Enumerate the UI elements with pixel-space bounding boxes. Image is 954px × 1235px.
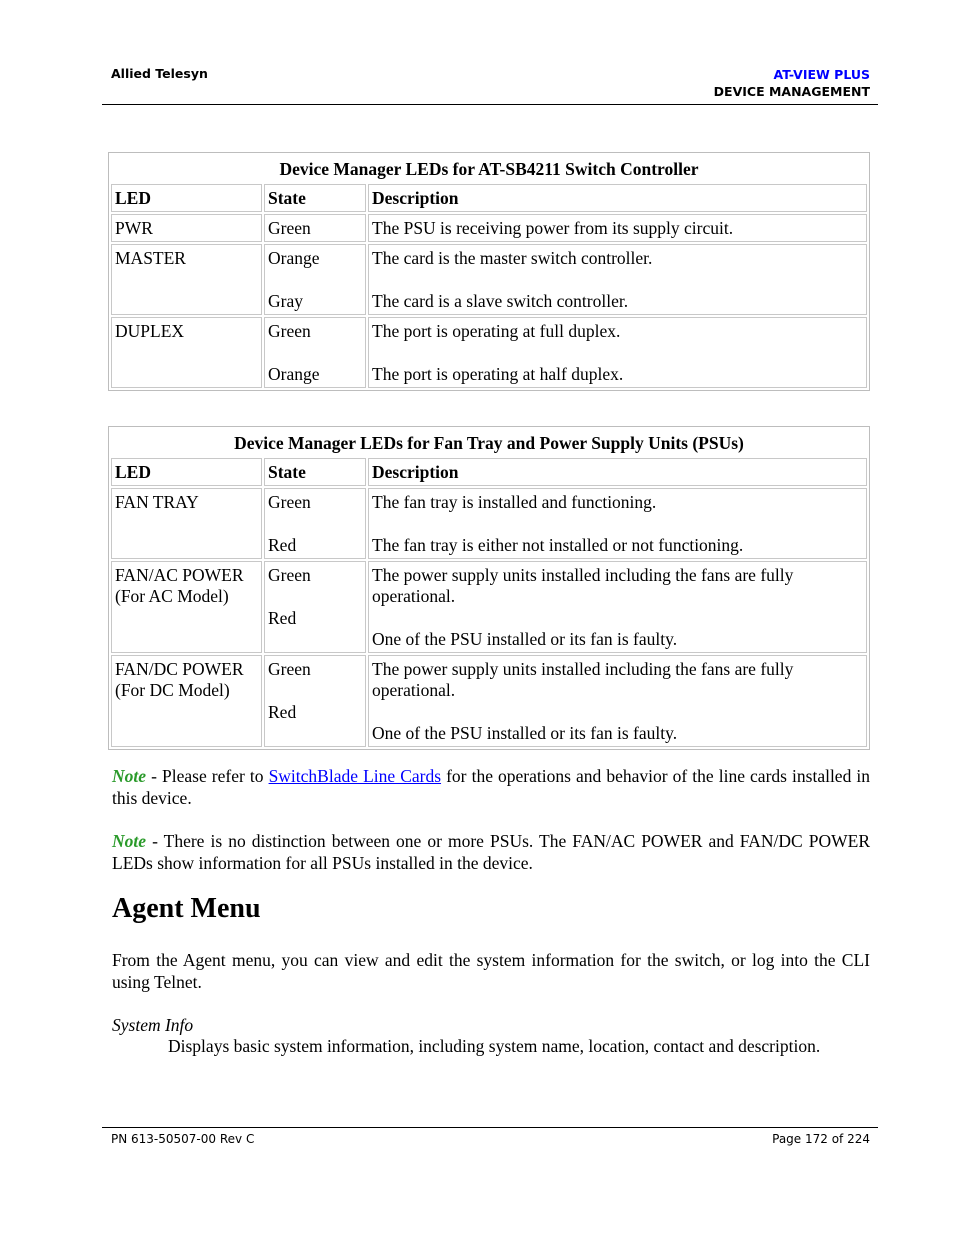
note-text: - Please refer to [146, 766, 269, 786]
column-header-state: State [264, 458, 366, 486]
led-name: FAN TRAY [111, 488, 262, 559]
section-heading: Agent Menu [112, 893, 261, 924]
led-state: Green [268, 492, 311, 512]
footer-page-number: Page 172 of 224 [772, 1132, 870, 1146]
led-state: Green [268, 565, 311, 585]
column-header-led: LED [111, 184, 262, 212]
led-description: The port is operating at half duplex. [372, 364, 624, 384]
column-header-state: State [264, 184, 366, 212]
header-right [714, 66, 870, 100]
led-state-cell [264, 244, 366, 315]
led-description-cell [368, 317, 867, 388]
led-state: Red [268, 535, 297, 555]
page-footer [102, 1127, 878, 1146]
agent-intro: From the Agent menu, you can view and edit the system information for the switch, or log into the CLI using Telnet. [112, 950, 870, 992]
menu-term: System Info [112, 1015, 194, 1035]
column-header-description: Description [368, 184, 867, 212]
led-description: The PSU is receiving power from its supply circuit. [368, 214, 867, 242]
note-label: Note [112, 831, 147, 851]
led-description: The card is a slave switch controller. [372, 291, 629, 311]
table-row [111, 214, 867, 242]
led-model: (For AC Model) [115, 586, 229, 606]
table-row [111, 488, 867, 559]
table-caption: Device Manager LEDs for Fan Tray and Power Supply Units (PSUs) [234, 433, 744, 453]
table-row [111, 317, 867, 388]
note-text: for the operations and behavior of the line cards installed in this device. [112, 766, 871, 808]
led-state: Green [268, 659, 311, 679]
note-psus [112, 831, 870, 874]
note-text: - There is no distinction between one or more PSUs. The FAN/AC POWER and FAN/DC POWER LEDs show information for all PSUs installed in the device. [112, 831, 870, 873]
led-model: (For DC Model) [115, 680, 230, 700]
led-description: The port is operating at full duplex. [372, 321, 621, 341]
menu-definition: Displays basic system information, including system name, location, contact and description. [168, 1036, 821, 1056]
led-name-cell [111, 655, 262, 747]
table-switch-controller-leds [108, 152, 870, 391]
led-state: Gray [268, 291, 303, 311]
header-section: DEVICE MANAGEMENT [713, 84, 870, 99]
led-state: Green [264, 214, 366, 242]
led-state: Orange [268, 248, 320, 268]
page-header [102, 62, 878, 105]
column-header-led: LED [111, 458, 262, 486]
led-description: The power supply units installed including the fans are fully operational. [372, 659, 794, 700]
led-state: Orange [268, 364, 320, 384]
table-row [111, 244, 867, 315]
led-description: One of the PSU installed or its fan is faulty. [372, 629, 678, 649]
led-description: The fan tray is installed and functioning. [372, 492, 657, 512]
table-caption: Device Manager LEDs for AT-SB4211 Switch Controller [279, 159, 699, 179]
led-name: FAN/AC POWER [115, 565, 244, 585]
footer-part-number: PN 613-50507-00 Rev C [111, 1132, 255, 1146]
led-state: Green [268, 321, 311, 341]
led-state: Red [268, 608, 297, 628]
led-state-cell [264, 655, 366, 747]
led-name: MASTER [111, 244, 262, 315]
led-name-cell [111, 561, 262, 653]
header-company: Allied Telesyn [111, 66, 208, 81]
led-description-cell [368, 561, 867, 653]
led-state-cell [264, 488, 366, 559]
led-state: Red [268, 702, 297, 722]
led-name: PWR [111, 214, 262, 242]
led-name: FAN/DC POWER [115, 659, 244, 679]
led-description: The card is the master switch controller. [372, 248, 653, 268]
led-name: DUPLEX [111, 317, 262, 388]
note-line-cards [112, 766, 870, 809]
led-description-cell [368, 244, 867, 315]
led-state-cell [264, 561, 366, 653]
led-description-cell [368, 655, 867, 747]
led-description-cell [368, 488, 867, 559]
table-row [111, 655, 867, 747]
table-fan-psu-leds [108, 426, 870, 750]
table-row [111, 561, 867, 653]
header-product: AT-VIEW PLUS [773, 67, 870, 82]
switchblade-line-cards-link[interactable]: SwitchBlade Line Cards [268, 766, 442, 786]
note-label: Note [112, 766, 147, 786]
led-description: One of the PSU installed or its fan is faulty. [372, 723, 678, 743]
column-header-description: Description [368, 458, 867, 486]
led-state-cell [264, 317, 366, 388]
led-description: The power supply units installed including the fans are fully operational. [372, 565, 794, 606]
led-description: The fan tray is either not installed or not functioning. [372, 535, 744, 555]
